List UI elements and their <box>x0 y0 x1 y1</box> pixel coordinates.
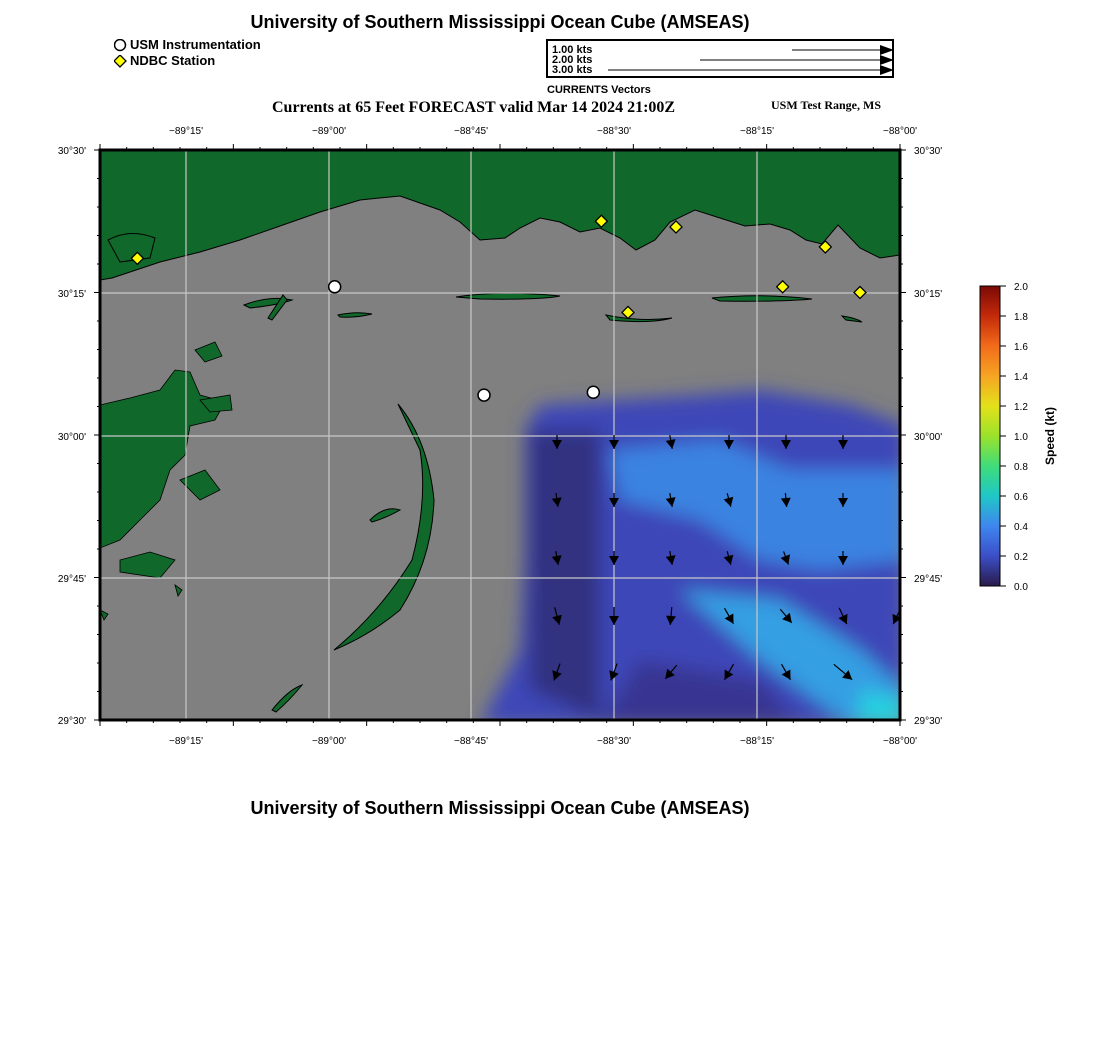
colorbar-tick-label: 2.0 <box>1014 282 1028 293</box>
colorbar-tick-label: 1.0 <box>1014 432 1028 443</box>
top-lon-label: −88°45' <box>454 126 488 137</box>
speed-colorbar <box>980 282 1057 593</box>
top-lon-label: −89°15' <box>169 126 203 137</box>
top-lon-labels <box>169 126 917 137</box>
right-lat-label: 29°30' <box>914 716 943 727</box>
bottom-lon-label: −88°30' <box>597 736 631 747</box>
colorbar-tick-label: 1.4 <box>1014 372 1028 383</box>
bottom-lon-label: −88°15' <box>740 736 774 747</box>
top-lon-label: −88°00' <box>883 126 917 137</box>
left-lat-labels <box>58 146 86 727</box>
colorbar-tick-label: 0.8 <box>1014 462 1028 473</box>
bottom-lon-label: −89°00' <box>312 736 346 747</box>
right-lat-label: 30°15' <box>914 289 943 300</box>
left-lat-label: 30°30' <box>57 146 86 157</box>
map-title: University of Southern Mississippi Ocean Cube (AMSEAS) <box>250 12 750 32</box>
bottom-lon-label: −89°15' <box>169 736 203 747</box>
left-lat-label: 29°30' <box>57 716 86 727</box>
colorbar-tick-label: 0.4 <box>1014 522 1028 533</box>
vector-scale-row-3: 3.00 kts <box>552 64 593 76</box>
colorbar-tick-label: 0.6 <box>1014 492 1028 503</box>
test-range-label: USM Test Range, MS <box>771 98 882 112</box>
bottom-lon-label: −88°00' <box>883 736 917 747</box>
colorbar-tick-label: 0.2 <box>1014 552 1028 563</box>
bottom-lon-labels <box>169 736 917 747</box>
footer-title: University of Southern Mississippi Ocean Cube (AMSEAS) <box>250 798 750 818</box>
usm-station-marker <box>329 281 341 293</box>
bottom-lon-label: −88°45' <box>454 736 488 747</box>
legend-usm-label: USM Instrumentation <box>130 37 261 52</box>
colorbar-tick-label: 0.0 <box>1014 582 1028 593</box>
colorbar-tick-label: 1.2 <box>1014 402 1028 413</box>
right-lat-labels <box>914 146 942 727</box>
colorbar-label: Speed (kt) <box>1043 406 1057 466</box>
vector-scale-row-1: 1.00 kts <box>552 44 593 56</box>
usm-station-marker <box>478 389 490 401</box>
left-lat-label: 30°15' <box>57 289 86 300</box>
right-lat-label: 30°00' <box>914 432 943 443</box>
colorbar-tick-label: 1.6 <box>1014 342 1028 353</box>
top-lon-label: −88°30' <box>597 126 631 137</box>
forecast-subtitle: Currents at 65 Feet FORECAST valid Mar 14 2024 21:00Z <box>272 99 676 116</box>
left-lat-label: 30°00' <box>57 432 86 443</box>
vector-scale-row-2: 2.00 kts <box>552 54 593 66</box>
vector-legend-caption: CURRENTS Vectors <box>547 84 651 96</box>
usm-station-marker <box>587 386 599 398</box>
legend-ndbc-label: NDBC Station <box>130 53 216 68</box>
right-lat-label: 30°30' <box>914 146 943 157</box>
right-lat-label: 29°45' <box>914 574 943 585</box>
left-lat-label: 29°45' <box>57 574 86 585</box>
top-lon-label: −89°00' <box>312 126 346 137</box>
colorbar-tick-label: 1.8 <box>1014 312 1028 323</box>
top-lon-label: −88°15' <box>740 126 774 137</box>
